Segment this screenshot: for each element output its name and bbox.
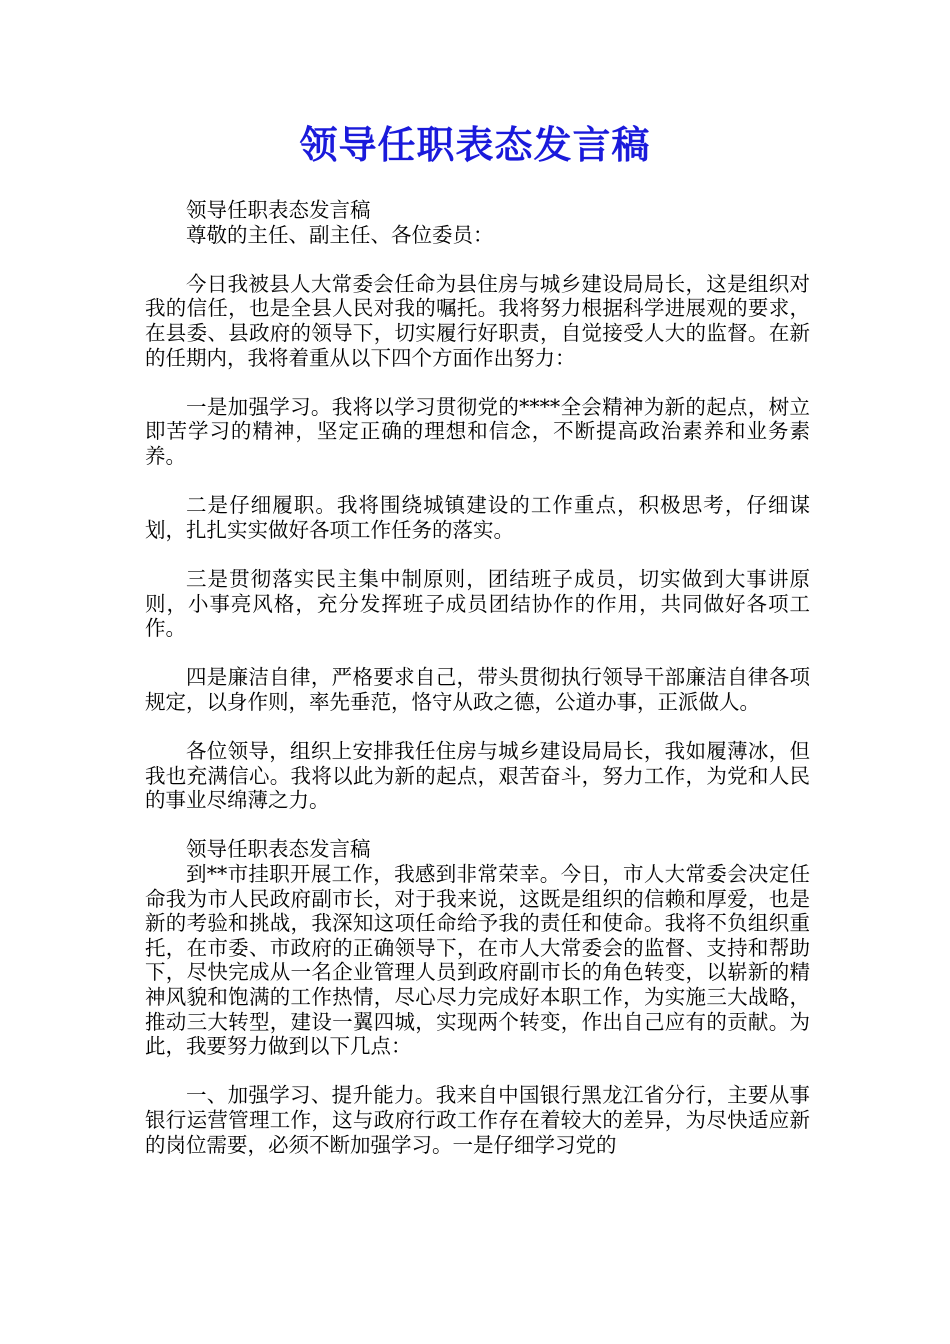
paragraph: 今日我被县人大常委会任命为县住房与城乡建设局局长，这是组织对我的信任，也是全县人民对我的嘱托。我将努力根据科学进展观的要求，在县委、县政府的领导下，切实履行好职责，自觉接受人大的监督。在新的任期内，我将着重从以下四个方面作出努力：	[145, 271, 810, 370]
paragraph: 三是贯彻落实民主集中制原则，团结班子成员，切实做到大事讲原则，小事亮风格，充分发挥班子成员团结协作的作用，共同做好各项工作。	[145, 566, 810, 641]
paragraph: 四是廉洁自律，严格要求自己，带头贯彻执行领导干部廉洁自律各项规定，以身作则，率先垂范，恪守从政之德，公道办事，正派做人。	[145, 665, 810, 714]
paragraph: 各位领导，组织上安排我任住房与城乡建设局局长，我如履薄冰，但我也充满信心。我将以此为新的起点，艰苦奋斗，努力工作，为党和人民的事业尽绵薄之力。	[145, 739, 810, 813]
paragraph: 二是仔细履职。我将围绕城镇建设的工作重点，积极思考，仔细谋划，扎扎实实做好各项工作任务的落实。	[145, 493, 810, 542]
paragraph-heading-2: 领导任职表态发言稿	[186, 837, 371, 862]
paragraph: 一是加强学习。我将以学习贯彻党的****全会精神为新的起点，树立即苦学习的精神，坚定正确的理想和信念，不断提高政治素养和业务素养。	[145, 394, 810, 468]
paragraph: 一、加强学习、提升能力。我来自中国银行黑龙江省分行，主要从事银行运营管理工作，这与政府行政工作存在着较大的差异，为尽快适应新的岗位需要，必须不断加强学习。一是仔细学习党的	[145, 1083, 810, 1157]
paragraph-heading-1: 领导任职表态发言稿	[186, 198, 371, 222]
paragraph: 到**市挂职开展工作，我感到非常荣幸。今日，市人大常委会决定任命我为市人民政府副市长，对于我来说，这既是组织的信赖和厚爱，也是新的考验和挑战，我深知这项任命给予我的责任和使命。我将不负组织重托，在市委、市政府的正确领导下，在市人大常委会的监督、支持和帮助下，尽快完成从一名企业管理人员到政府副市长的角色转变，以崭新的精神风貌和饱满的工作热情，尽心尽力完成好本职工作，为实施三大战略，推动三大转型，建设一翼四城，实现两个转变，作出自己应有的贡献。为此，我要努力做到以下几点：	[145, 862, 810, 1059]
document-body	[145, 198, 810, 1157]
paragraph-salutation: 尊敬的主任、副主任、各位委员：	[186, 222, 494, 247]
document-title: 领导任职表态发言稿	[299, 122, 651, 167]
